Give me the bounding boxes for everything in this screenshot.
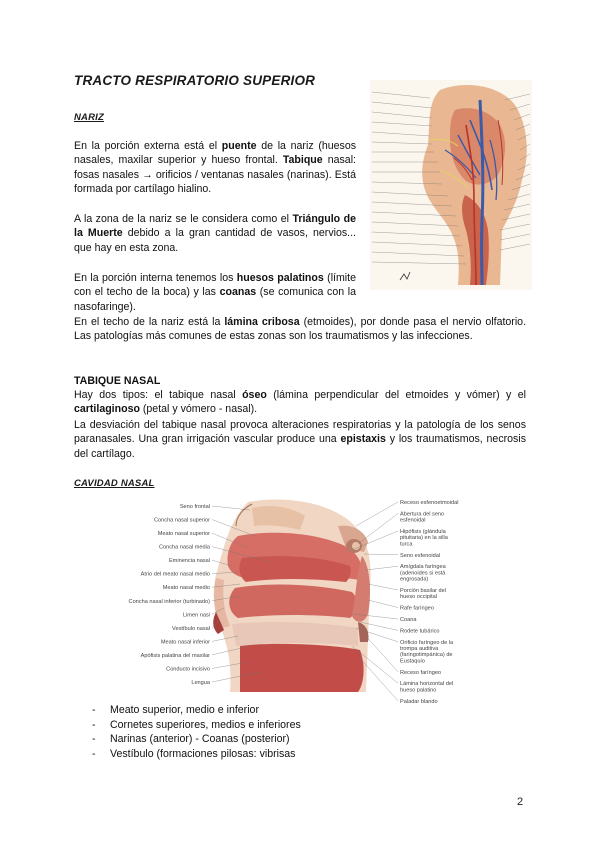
nasal-cavity-figure: [120, 496, 490, 705]
paragraph-tabique-desviacion: La desviación del tabique nasal provoca alteraciones respiratorias y la patología de los senos paranasales. Una gran irrigación vascular produce una epistaxis y los traumatismos, necrosis del cartílago.: [74, 419, 526, 460]
figure-label-left: Atrio del meato nasal medio: [140, 571, 210, 578]
figure-label-right: Receso faríngeo: [400, 669, 442, 676]
figure-label-left: Concha nasal inferior (turbinado): [128, 598, 210, 605]
paragraph-lamina-cribosa: En el techo de la nariz está la lámina cribosa (etmoides), por donde pasa el nervio olfatorio. Las patologías más comunes de estas zonas son los traumatismos y las infecciones.: [74, 316, 527, 343]
figure-label-right: Coana: [400, 617, 417, 623]
figure-label-right: Rodete tubárico: [400, 628, 440, 635]
list-item: - Narinas (anterior) - Coanas (posterior): [92, 733, 290, 746]
figure-label-left: Conducto incisivo: [166, 666, 210, 673]
figure-label-left: Lengua: [191, 680, 210, 686]
figure-label-left: Meato nasal medio: [162, 585, 210, 592]
figure-label-left: Apófisis palatina del maxilar: [140, 652, 210, 659]
figure-leader-line: [364, 554, 398, 555]
section-heading-tabique: TABIQUE NASAL: [74, 375, 161, 387]
figure-label-right: Porción basilar del hueso occipital: [400, 588, 447, 601]
section-heading-cavidad-nasal: CAVIDAD NASAL: [74, 478, 155, 489]
list-item: - Meato superior, medio e inferior: [92, 704, 259, 716]
nasal-cavity-illustration: [120, 496, 490, 705]
list-item: - Vestíbulo (formaciones pilosas: vibrisas: [92, 747, 296, 760]
figure-label-left: Eminencia nasal: [168, 558, 210, 565]
head-neck-vessels-figure: [370, 80, 532, 290]
figure-label-left: Concha nasal superior: [154, 517, 210, 524]
figure-leader-line: [368, 600, 398, 608]
figure-label-left: Meato nasal inferior: [160, 639, 210, 646]
figure-label-left: Concha nasal media: [159, 544, 210, 551]
figure-label-right: Receso esfenoetmoidal: [400, 500, 459, 506]
figure-label-left: Vestíbulo nasal: [172, 625, 210, 632]
figure-label-right: Amígdala faríngea (adenoides si está engrosada): [400, 564, 446, 583]
figure-label-right: Hipófisis (glándula pituitaria) en la silla turca: [400, 529, 448, 548]
figure-leader-line: [368, 584, 398, 590]
figure-label-left: Meato nasal superior: [157, 531, 210, 538]
figure-label-right: Orificio faríngeo de la trompa auditiva (faringotimpánica) de Eustaquio: [400, 639, 454, 665]
page-number: 2: [517, 796, 524, 808]
paragraph-triangulo-muerte: A la zona de la nariz se le considera como el Triángulo de la Muerte debido a la gran cantidad de vasos, nervios... que hay en esta zona.: [74, 213, 356, 254]
figure-label-left: Limen nasi: [182, 612, 210, 619]
paragraph-nariz-externa: En la porción externa está el puente de la nariz (huesos nasales, maxilar superior y hueso frontal. Tabique nasal: fosas nasales → orificios / ventanas nasales (narinas). Está formada por cartílago hialino.: [74, 140, 357, 196]
figure-label-left: Seno frontal: [179, 504, 210, 510]
figure-label-right: Seno esfenoidal: [400, 552, 441, 559]
paragraph-tabique-tipos: Hay dos tipos: el tabique nasal óseo (lámina perpendicular del etmoides y vómer) y el cartilaginoso (petal y vómero - nasal).: [74, 389, 526, 416]
paragraph-nariz-interna: En la porción interna tenemos los huesos palatinos (límite con el techo de la boca) y las coanas (se comunica con la nasofaringe).: [74, 272, 357, 313]
head-neck-illustration: [370, 80, 532, 290]
page-title: TRACTO RESPIRATORIO SUPERIOR: [74, 73, 316, 88]
figure-label-right: Paladar blando: [400, 698, 438, 705]
cavidad-nasal-list: [92, 703, 301, 761]
figure-leader-line: [356, 502, 398, 526]
figure-label-right: Lámina horizontal del hueso palatino: [400, 681, 454, 694]
figure-label-right: Abertura del seno esfenoidal: [400, 511, 445, 524]
list-item: - Cornetes superiores, medios e inferiores: [92, 718, 301, 731]
figure-leader-line: [364, 634, 398, 672]
figure-leader-line: [366, 566, 398, 570]
section-heading-nariz: NARIZ: [74, 112, 105, 123]
figure-label-right: Rafe faríngeo: [400, 605, 434, 612]
